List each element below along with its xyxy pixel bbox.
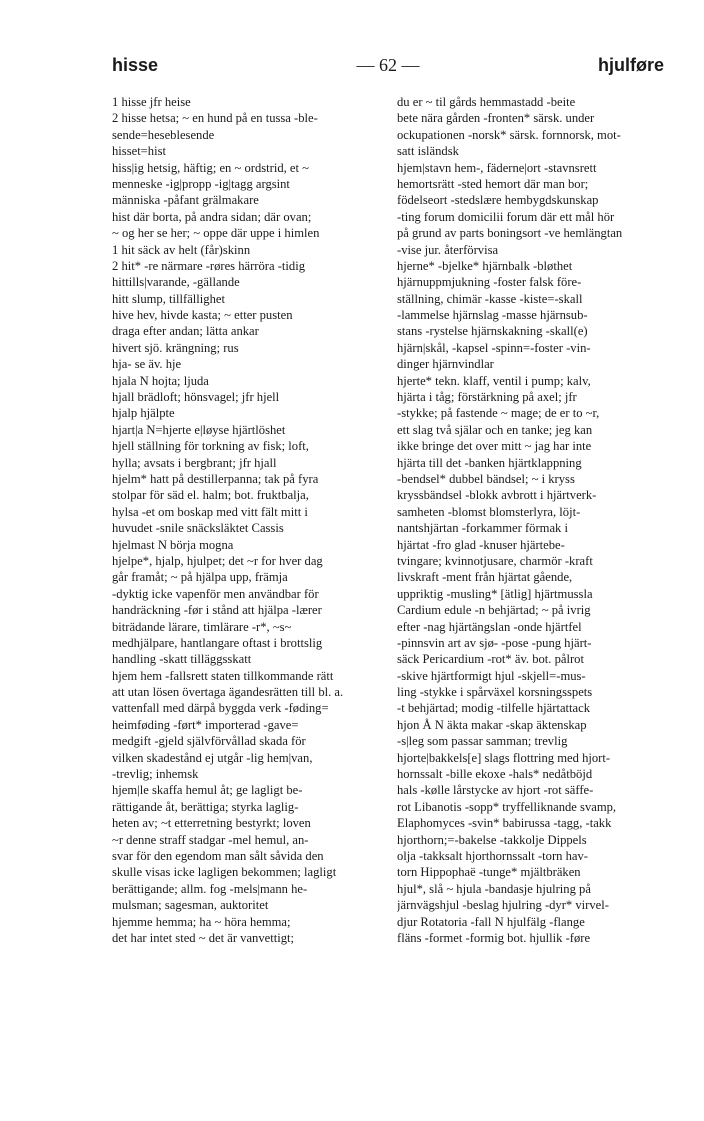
entry-line: hylla; avsats i bergbrant; jfr hjall <box>112 455 277 470</box>
entry-line: tvingare; kvinnotjusare, charmör -kraft <box>397 553 593 568</box>
entry-line: -ting forum domicilii forum där ett mål hör <box>397 209 615 224</box>
entry-line: hjalp hjälpte <box>112 406 175 421</box>
entry-line: heimføding -ført* importerad -gave= <box>112 717 299 732</box>
entry-line: säck Pericardium -rot* äv. bot. pålrot <box>397 652 584 667</box>
entry-line: -trevlig; inhemsk <box>112 767 199 782</box>
entry-line: ~r denne straff stadgar -mel hemul, an- <box>112 832 309 847</box>
entry-line: hjelm* hatt på destillerpanna; tak på fyra <box>112 471 319 486</box>
entry-line: går framåt; ~ på hjälpa upp, främja <box>112 570 288 585</box>
entry-line: hjul*, slå ~ hjula -bandasje hjulring på <box>397 881 591 896</box>
entry-line: stolpar för säd el. halm; bot. fruktbalja, <box>112 488 309 503</box>
entry-line: hittills|varande, -gällande <box>112 275 240 290</box>
entry-line: hjala N hojta; ljuda <box>112 373 209 388</box>
entry-line: hornssalt -bille ekoxe -hals* nedåtböjd <box>397 767 593 782</box>
entry-line: rot Libanotis -sopp* tryffelliknande svamp, <box>397 799 617 814</box>
entry-line: hisset=hist <box>112 144 166 159</box>
entry-line: hjorthorn;=-bakelse -takkolje Dippels <box>397 832 587 847</box>
entry-line: Elaphomyces -svin* babirussa -tagg, -takk <box>397 816 612 831</box>
entry-line: människa -påfant grälmakare <box>112 193 259 208</box>
entry-line: vattenfall med därpå byggda verk -føding= <box>112 701 329 716</box>
entry-line: sende=heseblesende <box>112 127 215 142</box>
entry-line: handräckning -før i stånd att hjälpa -lærer <box>112 603 322 618</box>
entry-line: hjorte|bakkels[e] slags flottring med hjort- <box>397 750 611 765</box>
entry-line: handling -skatt tilläggsskatt <box>112 652 252 667</box>
entry-line: hja- se äv. hje <box>112 357 182 372</box>
entry-line: hals -kølle lårstycke av hjort -rot säffe- <box>397 783 594 798</box>
entry-line: ställning, chimär -kasse -kiste=-skall <box>397 291 583 306</box>
page-number: — 62 — <box>356 55 420 75</box>
entry-line: på grund av parts boningsort -ve hemlängtan <box>397 226 623 241</box>
entry-line: hjem|le skaffa hemul åt; ge lagligt be- <box>112 783 303 798</box>
entry-line: menneske -ig|propp -ig|tagg argsint <box>112 176 290 191</box>
entry-line: biträdande lärare, timlärare -r*, ~s~ <box>112 619 292 634</box>
entry-line: ~ og her se her; ~ oppe där uppe i himlen <box>112 226 320 241</box>
entry-line: -dyktig icke vapenför men användbar för <box>112 586 319 601</box>
entry-line: rättigande åt, berättiga; styrka laglig- <box>112 799 299 814</box>
entry-line: livskraft -ment från hjärtat gående, <box>397 570 573 585</box>
entry-line: -s|leg som passar samman; trevlig <box>397 734 568 749</box>
entry-line: hjärta till det -banken hjärtklappning <box>397 455 582 470</box>
entry-line: 1 hisse jfr heise <box>112 95 191 109</box>
entry-line: fläns -formet -formig bot. hjullik -føre <box>397 930 591 945</box>
entry-line: 1 hit säck av helt (får)skinn <box>112 242 251 257</box>
entry-line: olja -takksalt hjorthornssalt -torn hav- <box>397 848 588 863</box>
entry-line: stans -rystelse hjärnskakning -skall(e) <box>397 324 588 339</box>
entry-line: berättigande; allm. fog -mels|mann he- <box>112 881 308 896</box>
entry-line: satt isländsk <box>397 144 459 159</box>
left-column <box>112 94 370 946</box>
right-column <box>397 94 669 946</box>
header-last-word: hjulføre <box>598 55 664 75</box>
entry-line: efter -nag hjärtängslan -onde hjärtfel <box>397 619 582 634</box>
entry-line: hivert sjö. krängning; rus <box>112 340 239 355</box>
entry-line: hjem|stavn hem-, fäderne|ort -stavnsrett <box>397 160 597 175</box>
entry-line: nantshjärtan -forkammer förmak i <box>397 521 568 536</box>
entry-line: vilken skadestånd ej utgår -lig hem|van, <box>112 750 313 765</box>
entry-line: du er ~ til gårds hemmastadd -beite <box>397 95 576 109</box>
entry-line: -skive hjärtformigt hjul -skjell=-mus- <box>397 668 586 683</box>
entry-line: huvudet -snile snäcksläktet Cassis <box>112 521 284 536</box>
entry-line: järnvägshjul -beslag hjulring -dyr* virvel- <box>397 898 609 913</box>
entry-line: dinger hjärnvindlar <box>397 357 494 372</box>
entry-line: heten av; ~t etterretning bestyrkt; loven <box>112 816 311 831</box>
entry-line: medhjälpare, hantlangare oftast i brottslig <box>112 635 323 650</box>
entry-line: skulle visas icke lagligen bekommen; lagligt <box>112 865 337 880</box>
entry-line: hjärnuppmjukning -foster falsk före- <box>397 275 582 290</box>
entry-line: hjell ställning för torkning av fisk; loft, <box>112 439 309 454</box>
entry-line: ling -stykke i spårväxel korsningsspets <box>397 685 593 700</box>
entry-line: ikke bringe det over mitt ~ jag har inte <box>397 439 592 454</box>
entry-line: födelseort -stedslære hembygdskunskap <box>397 193 599 208</box>
entry-line: hemortsrätt -sted hemort där man bor; <box>397 176 589 191</box>
entry-line: hylsa -et om boskap med vitt fält mitt i <box>112 504 308 519</box>
entry-line: uppriktig -musling* [ätlig] hjärtmussla <box>397 586 593 601</box>
entry-line: hjall brädloft; hönsvagel; jfr hjell <box>112 390 280 405</box>
entry-line: ockupationen -norsk* särsk. fornnorsk, mot- <box>397 127 621 142</box>
entry-line: -lammelse hjärnslag -masse hjärnsub- <box>397 308 588 323</box>
entry-line: 2 hisse hetsa; ~ en hund på en tussa -ble- <box>112 111 318 126</box>
entry-line: hjärtat -fro glad -knuser hjärtebe- <box>397 537 565 552</box>
entry-line: hjem hem -fallsrett staten tillkommande rätt <box>112 668 334 683</box>
entry-line: att utan lösen övertaga ägandesrätten till bl. a. <box>112 685 344 700</box>
entry-line: hjärta i tåg; förstärkning på axel; jfr <box>397 390 577 405</box>
entry-line: hjart|a N=hjerte e|løyse hjärtlöshet <box>112 422 286 437</box>
entry-line: -vise jur. återförvisa <box>397 242 499 257</box>
entry-line: djur Rotatoria -fall N hjulfälg -flange <box>397 914 585 929</box>
entry-line: hjerte* tekn. klaff, ventil i pump; kalv, <box>397 373 591 388</box>
entry-line: -stykke; på fastende ~ mage; de er to ~r, <box>397 406 600 421</box>
entry-line: torn Hippophaë -tunge* mjältbräken <box>397 865 581 880</box>
entry-line: hitt slump, tillfällighet <box>112 291 225 306</box>
entry-line: svar för den egendom man sålt såvida den <box>112 848 324 863</box>
entry-line: draga efter andan; lätta ankar <box>112 324 259 339</box>
entry-line: medgift -gjeld självförvållad skada för <box>112 734 306 749</box>
entry-line: 2 hit* -re närmare -røres härröra -tidig <box>112 258 306 273</box>
page-header <box>112 55 664 81</box>
entry-line: bete nära gården -fronten* särsk. under <box>397 111 595 126</box>
entry-line: hjon Å N äkta makar -skap äktenskap <box>397 717 587 732</box>
header-first-word: hisse <box>112 55 159 75</box>
entry-line: Cardium edule -n behjärtad; ~ på ivrig <box>397 603 591 618</box>
entry-line: samheten -blomst blomsterlyra, löjt- <box>397 504 581 519</box>
entry-line: mulsman; sagesman, auktoritet <box>112 898 269 913</box>
entry-line: hjelmast N börja mogna <box>112 537 234 552</box>
entry-line: hjelpe*, hjalp, hjulpet; det ~r for hver dag <box>112 553 323 568</box>
entry-line: -bendsel* dubbel bändsel; ~ i kryss <box>397 471 575 486</box>
entry-line: hist där borta, på andra sidan; där ovan; <box>112 209 312 224</box>
entry-line: hive hev, hivde kasta; ~ etter pusten <box>112 308 293 323</box>
entry-line: hjemme hemma; ha ~ höra hemma; <box>112 914 291 929</box>
entry-line: -t behjärtad; modig -tilfelle hjärtattack <box>397 701 591 716</box>
entry-line: det har intet sted ~ det är vanvettigt; <box>112 930 295 945</box>
entry-line: hiss|ig hetsig, häftig; en ~ ordstrid, et ~ <box>112 160 309 175</box>
entry-line: hjärn|skål, -kapsel -spinn=-foster -vin- <box>397 340 591 355</box>
entry-line: kryssbändsel -blokk avbrott i hjärtverk- <box>397 488 597 503</box>
entry-line: ett slag två själar och en tanke; jeg kan <box>397 422 593 437</box>
entry-line: -pinnsvin art av sjø- -pose -pung hjärt- <box>397 635 592 650</box>
entry-line: hjerne* -bjelke* hjärnbalk -bløthet <box>397 258 573 273</box>
